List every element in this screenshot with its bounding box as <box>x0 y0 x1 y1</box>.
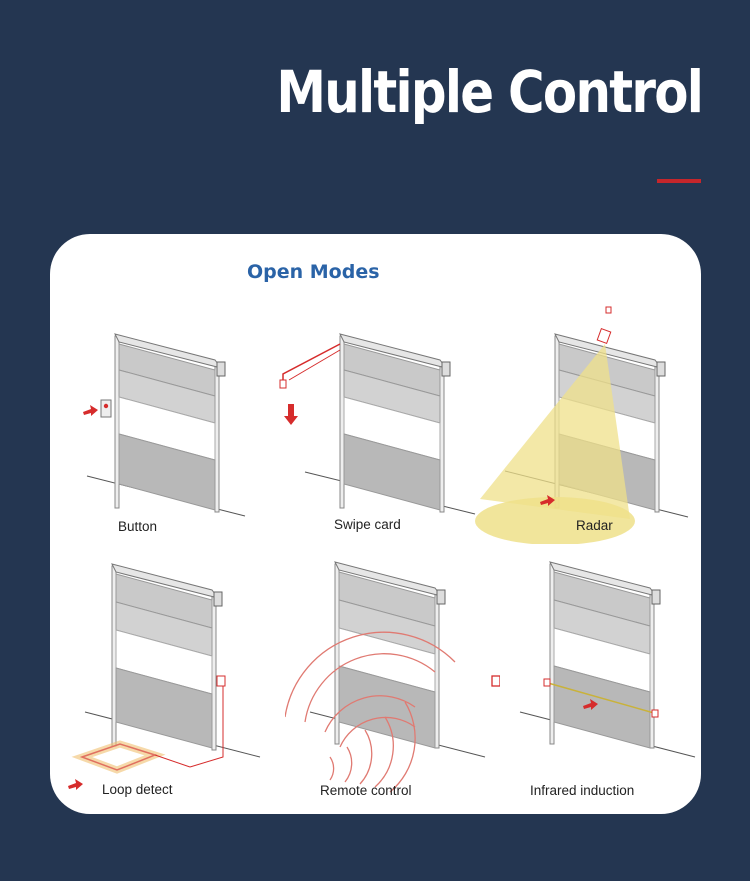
door-illustration-swipe-card <box>275 324 485 539</box>
rolling-door-icon <box>335 562 445 748</box>
mode-label-infrared: Infrared induction <box>530 783 635 798</box>
mode-panel-infrared <box>510 552 700 802</box>
door-illustration-infrared <box>510 552 700 802</box>
mode-panel-swipe-card <box>275 324 485 539</box>
arrow-icon <box>284 404 298 425</box>
card-title: Open Modes <box>247 261 380 283</box>
mode-label-loop-detect: Loop detect <box>102 782 173 797</box>
mode-label-button: Button <box>118 519 158 534</box>
door-illustration-button <box>75 324 275 539</box>
rolling-door-icon <box>550 562 660 748</box>
button-panel-icon <box>101 400 111 417</box>
page-title: Multiple Control <box>276 58 702 126</box>
door-illustration-remote-control <box>285 552 500 802</box>
mode-panel-radar <box>470 299 695 544</box>
mode-label-radar: Radar <box>576 518 613 533</box>
open-modes-card <box>50 234 701 814</box>
arrow-icon <box>83 405 98 416</box>
door-illustration-radar <box>470 299 695 544</box>
accent-bar <box>657 179 701 183</box>
swipe-card-icon <box>280 344 340 388</box>
door-illustration-loop-detect <box>60 552 275 802</box>
mode-label-remote-control: Remote control <box>320 783 412 798</box>
mode-label-swipe-card: Swipe card <box>334 517 401 532</box>
mode-panel-loop-detect <box>60 552 275 802</box>
rolling-door-icon <box>115 334 225 512</box>
rolling-door-icon <box>112 564 222 750</box>
mode-panel-button <box>75 324 275 539</box>
rolling-door-icon <box>340 334 450 512</box>
arrow-icon <box>68 779 83 790</box>
mode-panel-remote-control <box>285 552 500 802</box>
